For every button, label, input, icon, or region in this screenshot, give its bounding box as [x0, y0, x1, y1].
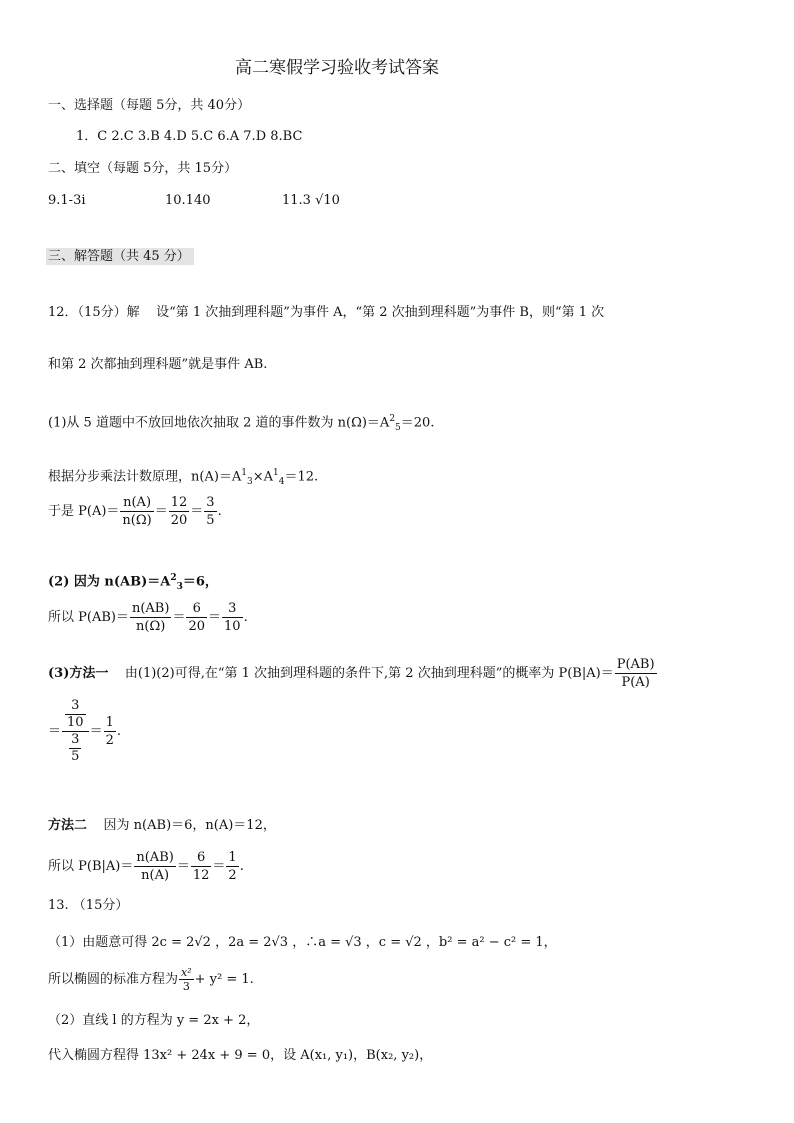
fraction: $\frac{3}{5}$: [71, 732, 80, 764]
q12-method2: 方法二 因为 n(AB)＝6，n(A)＝12，: [48, 818, 276, 833]
fraction: $\frac{n(AB)}{n(\Omega)}$: [131, 601, 170, 634]
multiple-choice-answers: 1．C 2.C 3.B 4.D 5.C 6.A 7.D 8.BC: [76, 129, 303, 144]
q12-pba-formula: 所以 P(B|A)＝ $\frac{n(AB)}{n(A)}$ ＝ $\frac{6}{12}$ ＝ $\frac{1}{2}$ .: [48, 850, 244, 883]
fraction: $\frac{P(AB)}{P(A)}$: [616, 657, 655, 690]
q12-count-rule: 根据分步乘法计数原理，$n(A)=A^1_3\times A^1_4=12$.: [48, 468, 319, 487]
complex-fraction: [62, 698, 89, 765]
q12-complex-fraction: ＝ $\frac{\frac{3}{10}}{\frac{3}{5}}$ ＝ $\frac{1}{2}$ .: [48, 698, 121, 764]
q12-intro: [48, 305, 604, 321]
q12-label: 12．（15分）解: [48, 305, 140, 320]
q12-part3-method1: (3)方法一 由(1)(2)可得,在“第 1 次抽到理科题的条件下,第 2 次抽到理科题”的概率为 P(B|A)＝ $\frac{P(AB)}{P(A)}$: [48, 657, 655, 690]
q12-intro-cont: 和第 2 次都抽到理科题”就是事件 AB.: [48, 357, 268, 372]
q13-ellipse-equation: 所以椭圆的标准方程为 $\frac{\text{x²}}{3}$ + y² = 1.: [48, 966, 254, 993]
fill-answer-11: 11.3 √10: [282, 193, 340, 208]
fraction: $\frac{n(AB)}{n(A)}$: [136, 850, 174, 883]
section3-heading-text: 三、解答题（共 45 分）: [46, 248, 194, 265]
section1-heading: 一、选择题（每题 5分，共 40分）: [48, 98, 251, 113]
q12-part2: (2) 因为 $n(AB)=A^2_3=6$，: [48, 573, 218, 592]
fraction: $\frac{6}{12}$: [192, 850, 210, 883]
section3-heading: [46, 249, 194, 265]
fraction: $\frac{12}{20}$: [170, 495, 188, 528]
q13-part2: （2）直线 l 的方程为 y = 2x + 2，: [48, 1013, 260, 1028]
fraction: $\frac{3}{10}$: [67, 698, 84, 730]
fraction: $\frac{3}{10}$: [224, 601, 241, 634]
q13-heading: 13. （15分）: [48, 898, 129, 913]
q12-pa-formula: 于是 P(A)＝ $\frac{n(A)}{n(\Omega)}$ ＝ $\frac{12}{20}$ ＝ $\frac{3}{5}$ .: [48, 495, 222, 528]
fraction: $\frac{1}{2}$: [105, 715, 114, 748]
fill-answer-10: 10.140: [165, 193, 211, 208]
section2-heading: 二、填空（每题 5分，共 15分）: [48, 161, 238, 176]
fraction: $\frac{3}{5}$: [206, 495, 215, 528]
fill-answer-9: 9.1-3i: [48, 193, 86, 208]
page-title: 高二寒假学习验收考试答案: [235, 58, 439, 78]
fraction: $\frac{1}{2}$: [228, 850, 237, 883]
q13-substitution: 代入椭圆方程得 13x² + 24x + 9 = 0，设 A(x₁, y₁)，B(x₂, y₂)，: [48, 1048, 433, 1063]
q12-pab-formula: 所以 P(AB)＝ $\frac{n(AB)}{n(\Omega)}$ ＝ $\frac{6}{20}$ ＝ $\frac{3}{10}$ .: [48, 601, 248, 634]
fraction: $\frac{n(A)}{n(\Omega)}$: [122, 495, 152, 528]
q13-part1: （1）由题意可得 2c = 2√2 ，2a = 2√3 ，∴a = √3 ，c = √2 ，b² = a² − c² = 1，: [48, 935, 557, 950]
q12-intro-text: 设“第 1 次抽到理科题”为事件 A，“第 2 次抽到理科题”为事件 B，则“第 1 次: [156, 305, 605, 320]
fraction: $\frac{\text{x²}}{3}$: [181, 966, 192, 993]
q12-part1: (1)从 5 道题中不放回地依次抽取 2 道的事件数为 $n(\Omega)=A^2_5=20$.: [48, 414, 435, 433]
fraction: $\frac{6}{20}$: [188, 601, 205, 634]
